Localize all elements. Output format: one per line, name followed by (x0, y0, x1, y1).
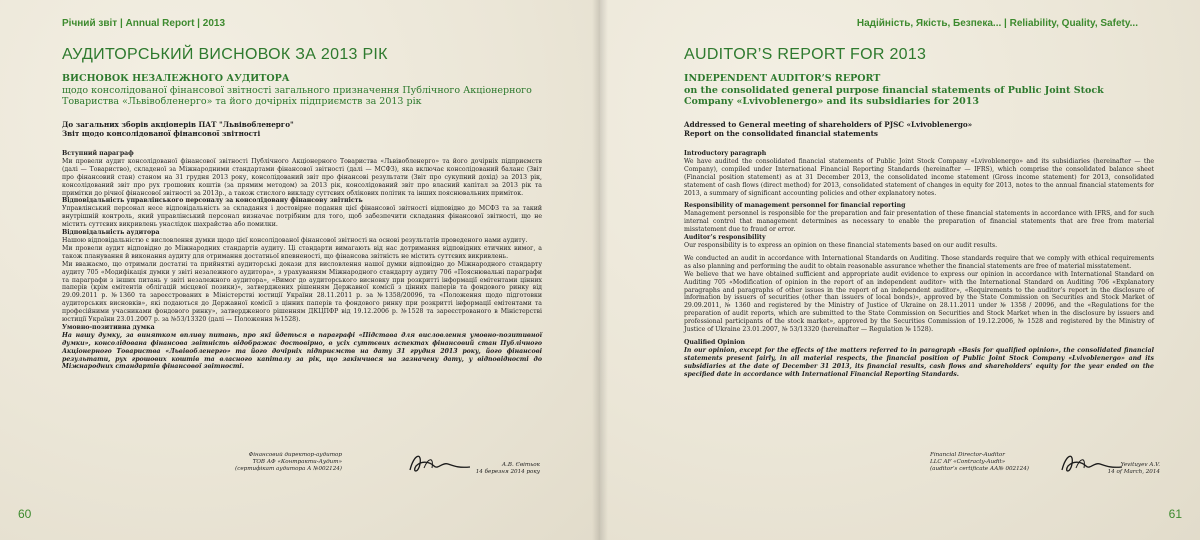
left-body-text (62, 150, 542, 371)
body-paragraph: We have audited the consolidated financial statements of Public Joint Stock Company «Lvivoblenergo» and its subsidiaries (hereinafter — the Company), compiled under International Financial Reporting Standards (hereinafter — IFRS), which comprise the consolidated balance sheet (Financial position statement) as at 31 December 2013, the consolidated income statement (Gross income statement) for 2013, consolidated statement of cash flows (direct method) for 2013, consolidated statement of changes in equity for 2013, notes to the annual financial statements for 2013, a summary of significant accounting policies and other explanatory notes. (684, 157, 1154, 197)
right-signer-name-date (1070, 462, 1160, 476)
left-running-header: Річний звіт | Annual Report | 2013 (62, 18, 226, 29)
right-addressed-to: Addressed to General meeting of shareholders of PJSC «Lvivoblenergo» (684, 120, 973, 129)
body-paragraph: Управлінський персонал несе відповідальність за складання і достовірне подання цієї фінансової звітності відповідно до МСФЗ та за такий внутрішній контроль, який управлінський персонал визначає потрібним для того, щоб забезпечити складання фінансової звітності, що не містить суттєвих викривлень унаслідок шахрайства або помилки. (62, 205, 542, 229)
body-paragraph: Нашою відповідальністю є висловлення думки щодо цієї консолідованої фінансової звітності на основі результатів проведеного нами аудиту. (62, 236, 528, 244)
section-heading: Auditor’s responsibility (684, 234, 766, 242)
left-signature-date: 14 березня 2014 року (475, 469, 540, 475)
section-heading: Відповідальність управлінського персоналу за консолідовану фінансову звітність (62, 197, 363, 205)
right-report-on: Report on the consolidated financial statements (684, 129, 878, 138)
body-paragraph: Ми провели аудит відповідно до Міжнародних стандартів аудиту. Ці стандарти вимагають від нас дотримання відповідних етичних вимог, а також планування й виконання аудиту для отримання достатньої впевненості, що фінансова звітність не містить суттєвих викривлень. (62, 244, 542, 260)
section-heading: Qualified Opinion (684, 338, 746, 346)
left-signature-block (232, 452, 342, 473)
left-addressee (62, 120, 542, 138)
left-page-number: 60 (18, 507, 32, 521)
right-signature-date: 14 of March, 2014 (1107, 469, 1160, 475)
right-signature-block (930, 452, 1040, 473)
left-subtitle-main: ВИСНОВОК НЕЗАЛЕЖНОГО АУДИТОРА (62, 73, 290, 84)
right-page (600, 0, 1200, 540)
right-signer-certificate: (auditor’s certificate АА№ 002124) (930, 466, 1029, 472)
left-signer-name: А.В. Євітьок (501, 462, 540, 468)
opinion-paragraph: In our opinion, except for the effects of the matters referred to in paragraph «Basis for qualified opinion», the consolidated financial statements present fairly, in all material respects, the financial position of Public Joint Stock Company «Lvivoblenergo» and its subsidiaries at the date of December 31 2013, its financial results, cash flows and shareholders’ equity for the year ended on the specified date in accordance with International Financial Reporting Standards. (684, 346, 1154, 378)
right-running-header: Надійність, Якість, Безпека... | Reliability, Quality, Safety... (856, 18, 1138, 29)
body-paragraph: We conducted an audit in accordance with International Standards on Auditing. Those standards require that we comply with ethical requirements as also planning and performing the audit to obtain reasonable assurance whether the financial statements are free of material misstatement. (684, 254, 1154, 270)
book-gutter (592, 0, 608, 540)
right-signer-role: Financial Director-Auditor (930, 452, 1005, 458)
right-signer-name: Yevituyev A.V. (1120, 462, 1160, 468)
body-paragraph: Ми вважаємо, що отримали достатні та прийнятні аудиторські докази для висловлення нашої думки відповідно до Міжнародного стандарту аудиту 705 «Модифікація думки у звіті незалежного аудитора», з урахуванням Міжнародного стандарту аудиту 706 «Пояснювальні параграфи та параграфи з інших питань у звіті незалежного аудитора», «Вимог до аудиторського висновку при розкритті інформації емітентами цінних паперів (крім емітентів облігацій місцевої позики)», затверджених рішенням Державної комісії з цінних паперів та фондового ринку від 29.09.2011 р. №1360 та зареєстрованих в Міністерстві юстиції України 28.11.2011 р. за №1358/20096, та «Положення щодо підготовки аудиторських висновків», які подаються до Державної комісії з цінних паперів та фондового ринку при розкритті інформації емітентами та професійними учасниками фондового ринку», затвердженого рішенням ДКЦПФР від 19.12.2006 р. №1528 та зареєстрованого в Міністерстві юстиції України 23.01.2007 р. за №53/13320 (далі — Положення №1528). (62, 260, 542, 324)
left-signer-role: Фінансовий директор-аудитор (248, 452, 342, 458)
left-signer-firm: ТОВ АФ «Контракти-Аудит» (252, 459, 342, 465)
right-addressee (684, 120, 1154, 138)
section-heading: Відповідальність аудитора (62, 229, 160, 237)
opinion-paragraph: На нашу думку, за винятком впливу питань, про які йдеться в параграфі «Підстава для висловлення умовно-позитивної думки», консолідована фінансова звітність відображає достовірно, в усіх суттєвих аспектах фінансовий стан Публічного Акціонерного Товариства «Львівобленерго» та його дочірніх підприємств на дату 31 грудня 2013 року, його фінансові результати, рух грошових коштів та власного капіталу за рік, що закінчився на зазначену дату, у відповідності до Міжнародних стандартів фінансової звітності. (62, 331, 542, 371)
section-heading: Responsibility of management personnel for financial reporting (684, 202, 906, 210)
right-page-title: AUDITOR’S REPORT FOR 2013 (684, 46, 927, 63)
left-signer-certificate: (сертифікат аудитора А №002124) (235, 466, 342, 472)
right-subtitle-main: INDEPENDENT AUDITOR’S REPORT (684, 73, 881, 84)
right-subtitle (684, 73, 1154, 108)
left-addressed-to: До загальних зборів акціонерів ПАТ "Львівобленерго" (62, 120, 294, 129)
left-subtitle (62, 73, 542, 108)
right-page-number: 61 (1168, 507, 1182, 521)
body-paragraph: Ми провели аудит консолідованої фінансової звітності Публічного Акціонерного Товариства «Львівобленерго» та його дочірніх підприємств (далі — Товариство), складеної за Міжнародними стандартами фінансової звітності (далі — МСФЗ), яка включає консолідований баланс (Звіт про фінансовий стан) станом на 31 грудня 2013 року, консолідований звіт про фінансові результати (Звіт про сукупний дохід) за 2013 рік, консолідований звіт про рух грошових коштів (за прямим методом) за 2013 рік, консолідований звіт про власний капітал за 2013 рік та примітки до річної фінансової звітності за 2013р., а також стислого викладу суттєвих облікових політик та інших пояснювальних приміток. (62, 157, 542, 197)
left-signer-name-date (440, 462, 540, 476)
body-paragraph: Management personnel is responsible for the preparation and fair presentation of these financial statements in accordance with IFRS, and for such internal control that management determines as necessary to enable the preparation of financial statements that are free from material misstatement due to fraud or error. (684, 210, 1154, 234)
section-heading: Вступний параграф (62, 150, 134, 157)
body-paragraph: We believe that we have obtained sufficient and appropriate audit evidence to express our opinion in accordance with International Standard on Auditing 705 «Modification of opinion in the report of an independent auditor» with the International Standard on Auditing 706 «Explanatory paragraphs and paragraphs of other issues in the report of an independent auditor», «Requirements to the auditor’s report in the disclosure of information by issuers of securities (other than issuers of local bonds)», approved by the State Commission on Securities and Stock Market of 29.09.2011, № 1360 and registered by the Ministry of Justice of Ukraine on 28.11.2011 under № 1358 / 20096, and the «Regulations for the preparation of audit reports, which are submitted to the State Commission on Securities and Stock Market when in the disclosure by issuers and professional participants of the stock market», approved by the Securities Commission of 19.12.2006, № 1528 and registered by the Ministry of Justice of Ukraine 23.01.2007, № 53/13320 (hereinafter — Regulation № 1528). (684, 270, 1154, 334)
body-paragraph: Our responsibility is to express an opinion on these financial statements based on our audit results. (684, 241, 998, 249)
left-page-title: АУДИТОРСЬКИЙ ВИСНОВОК ЗА 2013 РІК (62, 46, 388, 63)
section-heading: Introductory paragraph (684, 150, 767, 157)
left-report-on: Звіт щодо консолідованої фінансової звітності (62, 129, 261, 138)
section-heading: Умовно-позитивна думка (62, 323, 155, 331)
right-subtitle-detail: on the consolidated general purpose financial statements of Public Joint Stock Company «Lvivoblenergo» and its subsidiaries for 2013 (684, 84, 1104, 107)
right-body-text (684, 150, 1154, 378)
left-subtitle-detail: щодо консолідованої фінансової звітності загального призначення Публічного Акціонерного Товариства «Львівобленерго» та його дочірніх підприємств за 2013 рік (62, 84, 532, 107)
right-signer-firm: LLC AF «Contracty-Audit» (930, 459, 1006, 465)
